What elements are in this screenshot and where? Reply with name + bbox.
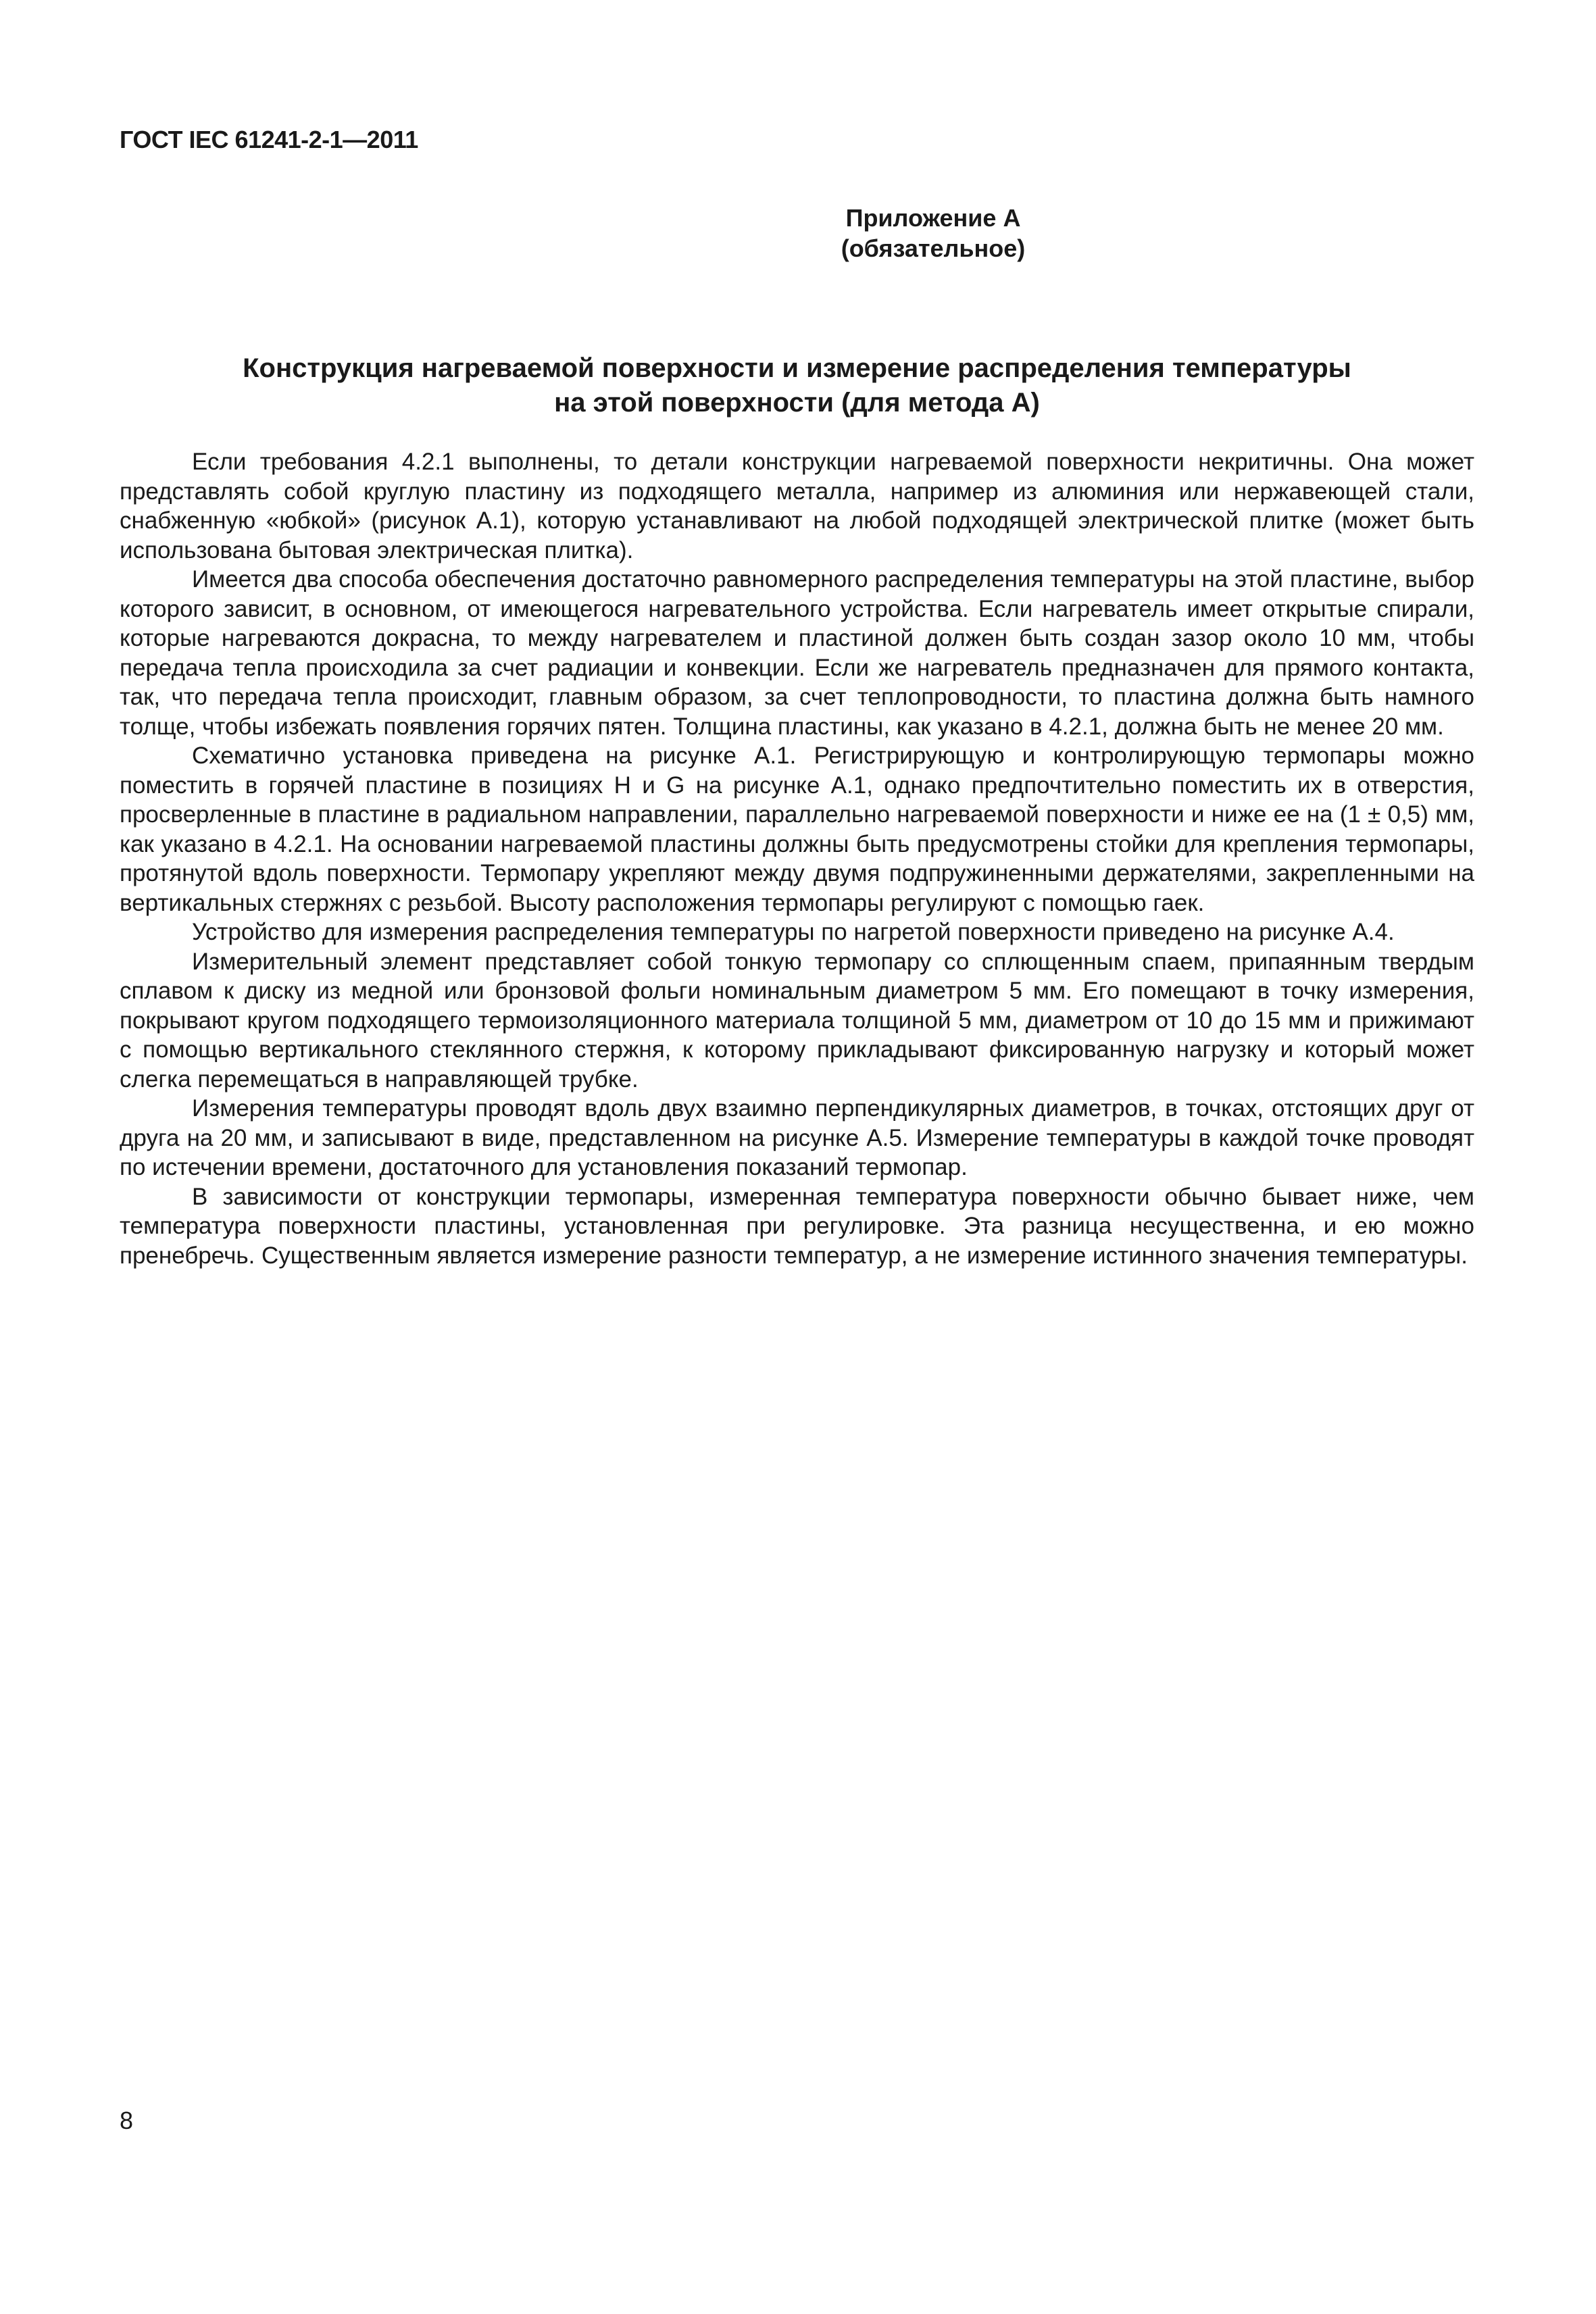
paragraph: Схематично установка приведена на рисунке А.1. Регистрирующую и контролирующую термопары можно поместить в горячей пластине в позициях H и G на рисунке А.1, однако предпочтительно поместить их в отверстия, просверленные в пластине в радиальном направлении, параллельно нагреваемой поверхности и ниже ее на (1 ± 0,5) мм, как указано в 4.2.1. На основании нагреваемой пластины должны быть предусмотрены стойки для крепления термопары, протянутой вдоль поверхности. Термопару укрепляют между двумя подпружиненными держателями, закрепленными на вертикальных стержнях с резьбой. Высоту расположения термопары регулируют с помощью гаек. [120,743,1474,916]
annex-heading [0,203,1596,263]
page-number: 8 [120,2107,134,2134]
paragraph: Имеется два способа обеспечения достаточно равномерного распределения температуры на этой пластине, выбор которого зависит, в основном, от имеющегося нагревательного устройства. Если нагреватель имеет открытые спирали, которые нагреваются докрасна, то между нагревателем и пластиной должен быть создан зазор около 10 мм, чтобы передача тепла происходила за счет радиации и конвекции. Если же нагреватель предназначен для прямого контакта, так, что передача тепла происходит, главным образом, за счет теплопроводности, то пластина должна быть намного толще, чтобы избежать появления горячих пятен. Толщина пластины, как указано в 4.2.1, должна быть не менее 20 мм. [120,566,1474,740]
annex-status: (обязательное) [841,234,1026,262]
document-code: ГОСТ IEC 61241-2-1—2011 [120,126,418,153]
title-line-1: Конструкция нагреваемой поверхности и измерение распределения температуры [243,353,1351,383]
annex-label: Приложение А [845,204,1021,232]
paragraph: Устройство для измерения распределения температуры по нагретой поверхности приведено на рисунке А.4. [192,919,1395,945]
paragraph: Измерения температуры проводят вдоль двух взаимно перпендикулярных диаметров, в точках, отстоящих друг от друга на 20 мм, и записывают в виде, представленном на рисунке А.5. Измерение температуры в каждой точке проводят по истечении времени, достаточного для установления показаний термопар. [120,1095,1474,1180]
paragraph: Если требования 4.2.1 выполнены, то детали конструкции нагреваемой поверхности некритичны. Она может представлять собой круглую пластину из подходящего металла, например из алюминия или нержавеющей стали, снабженную «юбкой» (рисунок А.1), которую устанавливают на любой подходящей электрической плитке (может быть использована бытовая электрическая плитка). [120,449,1474,563]
body-text [120,447,1474,1270]
paragraph: В зависимости от конструкции термопары, измеренная температура поверхности обычно бывает ниже, чем температура поверхности пластины, установленная при регулировке. Эта разница несущественна, и ею можно пренебречь. Существенным является измерение разности температур, а не измерение истинного значения температуры. [120,1183,1474,1269]
section-title [120,351,1474,420]
title-line-2: на этой поверхности (для метода А) [554,388,1040,418]
paragraph: Измерительный элемент представляет собой тонкую термопару со сплющенным спаем, припаянным твердым сплавом к диску из медной или бронзовой фольги номинальным диаметром 5 мм. Его помещают в точку измерения, покрывают кругом подходящего термоизоляционного материала толщиной 5 мм, диаметром от 10 до 15 мм и прижимают с помощью вертикального стеклянного стержня, к которому прикладывают фиксированную нагрузку и который может слегка перемещаться в направляющей трубке. [120,948,1474,1092]
